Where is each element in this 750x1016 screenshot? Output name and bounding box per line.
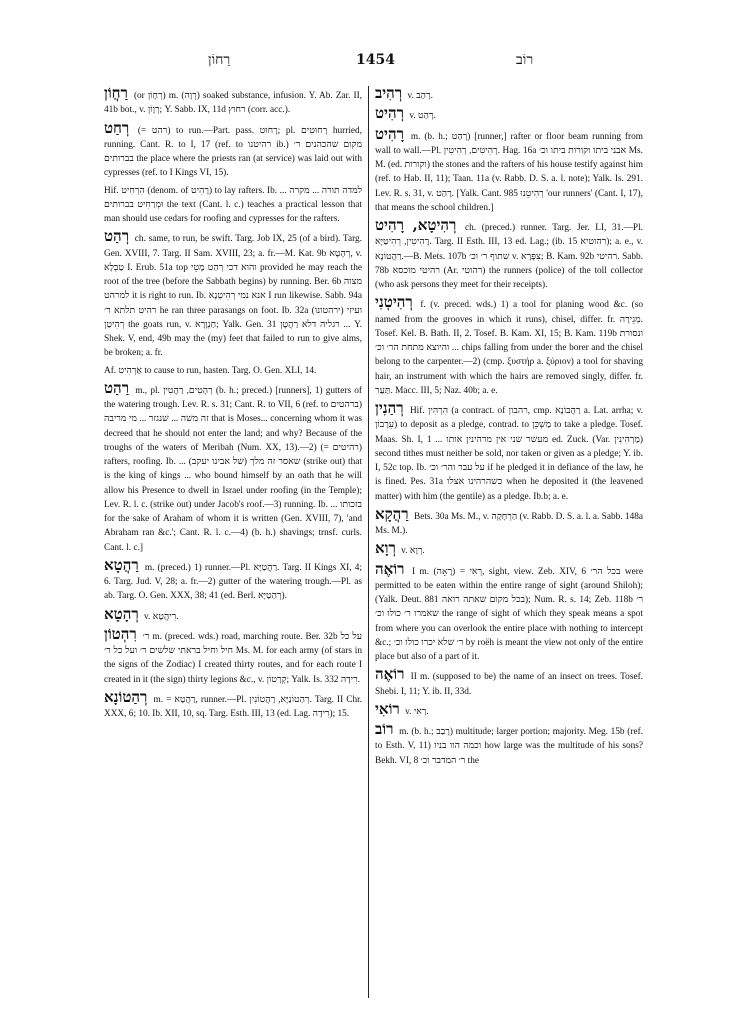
entry-headword: רוֹאֶה (375, 559, 405, 578)
dictionary-entry (104, 86, 362, 118)
dictionary-entry (375, 541, 643, 558)
entry-text: m. (preced.) 1) runner.—Pl. רַהֲטַיָּא. Targ. II Kings XI, 4; 6. Targ. Jud. V, 28; a. fr.—2) gutter of the watering trough.—Pl. as ab. Targ. O. Gen. XXX, 38; 41 (ed. Berl. רְהַטַיָּא). (104, 562, 362, 602)
entry-headword: רִהְטוֹן (104, 624, 137, 643)
left-column (104, 86, 362, 998)
page-number: 1454 (356, 52, 395, 68)
entry-headword: רְוָא (375, 539, 396, 558)
dictionary-entry (375, 722, 643, 768)
header-left-word: רַחוֹן (208, 52, 231, 68)
entry-text: (or רְחָוֹן) m. (רְוָה) soaked substance, infusion. Y. Ab. Zar. II, 41b bot., v. רְוָוֹן; Y. Sabb. IX, 11d רחוץ (corr. acc.). (104, 91, 362, 116)
dictionary-entry (375, 106, 643, 123)
entry-text: I m. (רָאָה) = רְאִי, sight, view. Zeb. XIV, 6 בכל הר׳ were permitted to be eaten within the entire range of sight (around Shiloh); (Yalk. Deut. 881 בכל מקום שאתה רואה); Num. R. s. 14; Zeb. 118b ר׳ שאמרו ר׳ כולו וכ׳ the range of sight of which they speak means a spot from where you can overlook the entire place with nothing to intercept &c.; ר׳ שלא יכרו כולו וכ׳ by roëh is meant the view not only of the entire place but also of a part of it. (375, 566, 643, 662)
entry-text: v. רָהַט. (409, 111, 436, 122)
entry-text: Hif. הִרְהִין (a contract. of רהבון, cmp. רַהֲבוֹנָא a. Lat. arrha; v. עֵרָבוֹן) to deposit as a pledge, contrad. to מַשְׁכֵּן to take a pledge. Tosef. Maas. Sh. I, 1 ... מעשר שני אין מרהינין אותו ed. Zuck. (Var. מַרְהִינִין) second tithes must neither be sold, nor taken or given as a pledge; Y. ib. I, 52c top. Ib. על עבר והר׳ וכ׳ if he pledged it in defiance of the law, he is fined. Pes. 31a כשהרהינו אצלו when he deposited it (the leavened matter) with him (the gentile) as a pledge. Ib.b; a. e. (375, 406, 643, 502)
entry-headword: רָהִיט (375, 124, 404, 143)
entry-headword: רְחַט (104, 118, 130, 137)
column-divider (368, 86, 369, 998)
entry-text: Bets. 30a Ms. M., v. הַרְחָקָה (v. Rabb. D. S. a. l. a. Sabb. 148a Ms. M.). (375, 511, 643, 536)
dictionary-entry (375, 667, 643, 699)
entry-text: m. = רַהֲטָא, runner.—Pl. רְהַטוֹנַיָּא, רַהֲטוֹנִין. Targ. II Chr. XXX, 6; 10. Ib. XII, 10, sq. Targ. Esth. III, 13 (ed. Lag. רִידָה); 15. (104, 694, 362, 719)
entry-text: Hif. הִרְחִיט (denom. of רָהִיט) to lay rafters. Ib. למדה תורה ... מקרה ... וּמְרַחִיט בברותים the text (Cant. l. c.) teaches a practical lesson that man should use cedars for roofing and cypresses for the rafters. (104, 185, 362, 224)
entry-headword: רְהִיב (375, 86, 403, 102)
dictionary-entry (104, 364, 362, 378)
entry-headword: רְהַט (104, 227, 130, 246)
dictionary-entry (375, 124, 643, 216)
dictionary-entry (104, 687, 362, 722)
dictionary-entry (104, 184, 362, 227)
entry-headword: רְהִיט (375, 104, 404, 123)
dictionary-entry (375, 504, 643, 539)
dictionary-entry (104, 118, 362, 181)
dictionary-entry (375, 559, 643, 665)
dictionary-entry (104, 624, 362, 687)
entry-text: ch. (preced.) runner. Targ. Jer. LI, 31.—Pl. רָהִיטִין, רְהִיטַיָּא. Targ. II Esth. III, 13 ed. Lag.; (ib. 15 רהוטיא); a. e., v. רַהֲטוֹנָא.—B. Mets. 107b שתוף ר׳ וכ׳ v. צִפָּרָא; B. Kam. 92b רהיטי. Sabb. 78b רהיטי מוכסא (Ar. רהוטי) the runners (police) of the toll collector (who ask persons they meet for their receipts). (375, 223, 643, 290)
entry-text: (= רהט) to run.—Part. pass. רָחוּט; pl. רְחוּטִים hurried, running. Cant. R. to I, 17 (ref. to רהיטנו ib.) מקום שהכהנים ר׳ בברותים the place where the priests ran (at service) was laid out with cypresses (ref. to I Kings VI, 15). (104, 125, 362, 179)
entry-text: v. רִיהֲטָא. (144, 611, 179, 622)
header-right-word: רוֹב (516, 52, 534, 68)
entry-text: ר׳ m. (preced. wds.) road, marching route. Ber. 32b על כל חיל וחיל בראתי שלשים ר׳ ועל כל ר׳ Ms. M. for each army (of stars in the signs of the Zodiac) I created thirty routes, and for each route I created in it (the sign) thirty legions &c., v. קְרָטוֹן; Yalk. Is. 332 רִידָה. (104, 631, 362, 685)
entry-headword: רְהַטוֹנָא (104, 687, 148, 706)
dictionary-entry (104, 229, 362, 360)
dictionary-entry (104, 604, 362, 624)
dictionary-entry (375, 401, 643, 504)
entry-headword: רוֹב (375, 720, 394, 738)
dictionary-entry (104, 555, 362, 604)
entry-text: f. (v. preced. wds.) 1) a tool for planing wood &c. (so named from the grooves in which it runs), chisel, differ. fr. מְגֵירָה. Tosef. Kel. B. Bath. II, 2. Tosef. B. Kam. XI, 15; B. Kam. 119b ונסורת ... והיוצא מתחת הר׳ וכ׳ chips falling from under the borer and the chisel belong to the carpenter.—2) (cmp. ξυστήρ a. ξύριον) a tool for shaving hair, an instrument with which the hairs are removed singly, differ. fr. תַּעַר. Macc. III, 5; Naz. 40b; a. e. (375, 300, 643, 396)
entry-text: v. רְוָא. (401, 546, 425, 557)
entry-text: v. רָהַב. (407, 91, 433, 101)
dictionary-entry (375, 699, 643, 719)
entry-headword: רוֹאִי (375, 699, 400, 718)
entry-headword: רַהֲקָא (375, 504, 409, 523)
entry-headword: רְהַנִין (375, 399, 404, 417)
entry-headword: רַהֲטָא (104, 555, 139, 574)
entry-headword: רוֹאֶה (375, 665, 405, 684)
dictionary-entry (375, 86, 643, 103)
dictionary-entry (375, 295, 643, 398)
entry-text: II m. (supposed to be) the name of an insect on trees. Tosef. Shebi. I, 11; Y. ib. II, 33d. (375, 672, 643, 697)
right-column (375, 86, 643, 998)
entry-text: v. רָאִי. (405, 706, 429, 717)
entry-headword: רַחֲוֹן (104, 86, 128, 102)
entry-headword: רְהִיטְנִי (375, 293, 413, 312)
dictionary-entry (375, 218, 643, 292)
entry-headword: רְהִיטָא, רָהִיט (375, 216, 457, 234)
running-header (0, 52, 750, 76)
entry-text: m. (b. h.; רָבַב) multitude; larger portion; majority. Meg. 15b (ref. to Esth. V, 11) וכמה הוו בניו how large was the multitude of his sons? Bekh. VI, 8 ר׳ המדבר וכ׳ the (375, 727, 643, 766)
entry-headword: רַהַט (104, 378, 130, 397)
entry-text: m., pl. רְהָטִים, רַהֲטִין (b. h.; preced.) [runners], 1) gutters of the watering trough. Lev. R. s. 31; Cant. R. to VII, 6 (ref. to ברהטים) זה משה ... שנגזר ... מי מריבה that is Moses... concerning whom it was decreed that he should not enter the land; and why? Because of the troughs of the waters of Meribah (Num. XX, 13).—2) (= רהיטים) rafters, roofing. Ib. ... שאסר זה מלך (של אבינו יעקב) (strike out) that is the king of kings ... who bound himself by an oath that he will allow his Presence to dwell in Israel under roofing (in the Temple); Lev. R. l. c. (strike out) under Jacob's roof.—3) running. Ib. ... בזכותו for the sake of Araham of whom it is written (Gen. XVIII, 7), 'and Abraham ran &c.'; Cant. R. l. c.—4) (b. h.) shavings; trnsf. curls. Cant. l. c.] (104, 385, 362, 553)
dictionary-entry (104, 378, 362, 555)
entry-headword: רְהָטָא (104, 604, 139, 623)
entry-text: ch. same, to run, be swift. Targ. Job IX, 25 (of a bird). Targ. Gen. XVIII, 7. Targ. II Sam. XVIII, 23; a. fr.—M. Kat. 9b רְהָטָא, v. טַבְלָא I. Erub. 51a top והוא דכי רְהַט מָטֵי provided he may reach the root of the tree (before the Sabbath begins) by running. Ber. 6b מצוה למרהט it is right to run. Ib. אנא נמי רְהִיטְנָא I run likewise. Sabb. 94a רהיט תלתא ר׳ he ran three parasangs on foot. Ib. 32a (ירהטונו) ועיזי רְהִיטַן the goats run, v. חַנְוָרָא; Yalk. Gen. 31 רגליה דלא רַהֲטָן ... Y. Shek. V, end, 49b may the (my) feet that failed to run to give alms, be broken; a. fr. (104, 234, 362, 359)
entry-text: Af. אַרְהִיט to cause to run, hasten. Targ. O. Gen. XLI, 14. (104, 365, 317, 376)
entry-text: m. (b. h.; רָהַט) [runner,] rafter or floor beam running from wall to wall.—Pl. רְהִיטִים, רְהִיטִין. Hag. 16a אבני ביתו וקורות ביתו וכ׳ Ms. M. (ed. וקורות) the stones and the rafters of his house testify against him (ref. to Hab. II, 11); Taan. 11a (v. Rabb. D. S. a. l. note); Yalk. Is. 291. Lev. R. s. 31, v. רָהַט. [Yalk. Cant. 985 רְהִיטֵנוּ 'our runners' (Cant. I, 17), that means the school children.] (375, 131, 643, 213)
